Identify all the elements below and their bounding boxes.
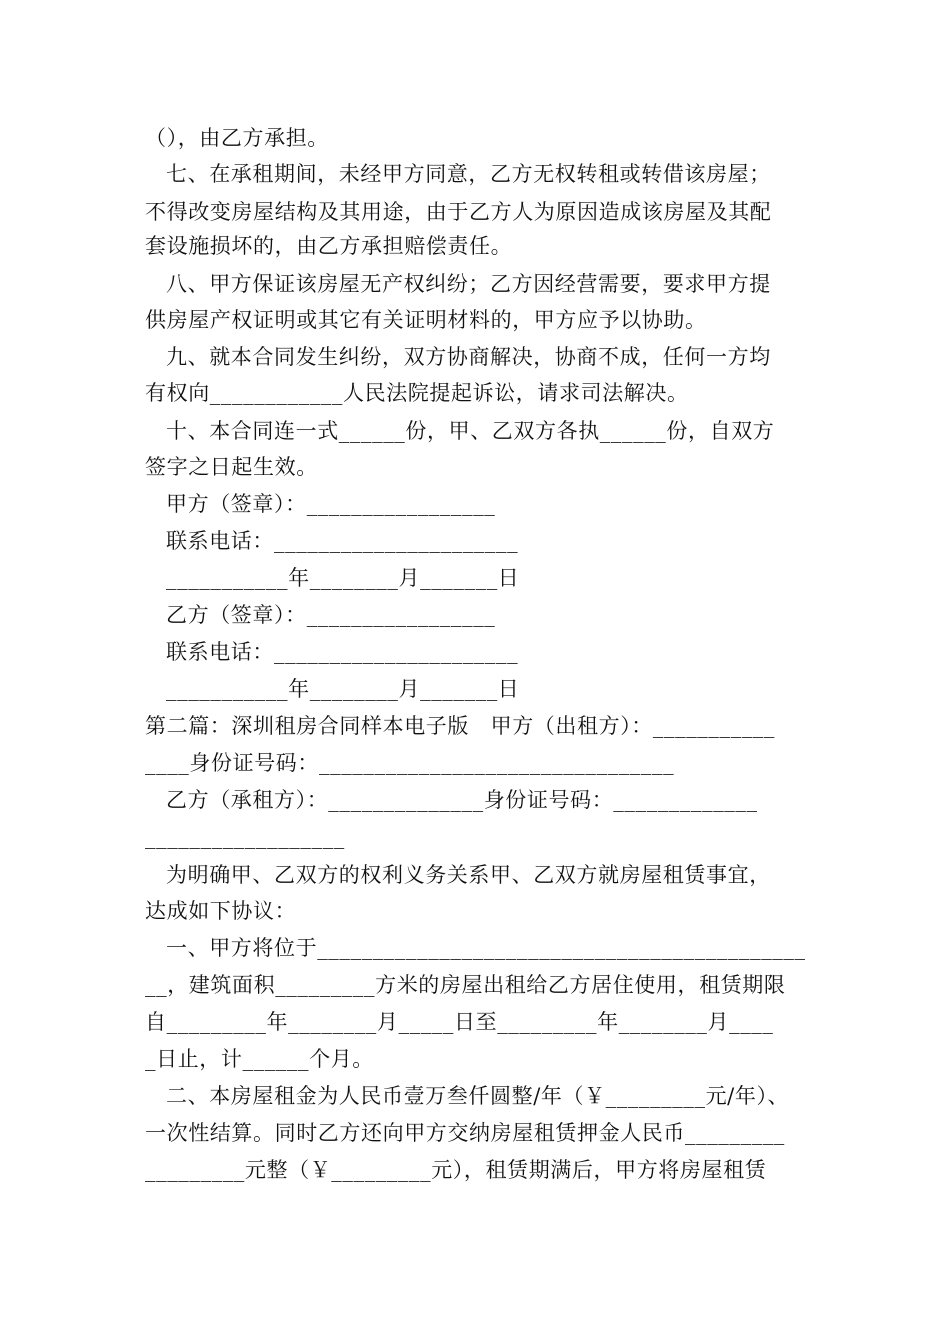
text-line: 有权向____________人民法院提起诉讼，请求司法解决。 [145, 381, 689, 405]
text-line: （），由乙方承担。 [145, 126, 329, 150]
text-line: 一次性结算。同时乙方还向甲方交纳房屋租赁押金人民币_________ [145, 1121, 785, 1145]
article-2: 二、本房屋租金为人民币壹万叁仟圆整/年（￥_________元/年）、 [166, 1084, 790, 1108]
clause-8: 八、甲方保证该房屋无产权纠纷；乙方因经营需要，要求甲方提 [166, 272, 771, 296]
preamble: 为明确甲、乙双方的权利义务关系甲、乙双方就房屋租赁事宜， [166, 863, 771, 887]
text-line: _________元整（￥_________元），租赁期满后，甲方将房屋租赁 [145, 1158, 767, 1182]
text-line: __________________ [145, 825, 345, 849]
text-line: 套设施损坏的，由乙方承担赔偿责任。 [145, 234, 513, 258]
text-line: 自_________年________月_____日至_________年________月____ [145, 1010, 774, 1034]
party-b-phone: 联系电话：______________________ [166, 640, 519, 664]
clause-7: 七、在承租期间，未经甲方同意，乙方无权转租或转借该房屋； [166, 162, 771, 186]
lessee-line: 乙方（承租方）：______________身份证号码：_____________ [166, 788, 758, 812]
party-b-signature: 乙方（签章）：_________________ [166, 603, 496, 627]
party-b-date: ___________年________月_______日 [166, 677, 520, 701]
party-a-date: ___________年________月_______日 [166, 566, 520, 590]
text-line: 不得改变房屋结构及其用途，由于乙方人为原因造成该房屋及其配 [145, 200, 772, 224]
article-1: 一、甲方将位于____________________________________________ [166, 936, 806, 960]
clause-10: 十、本合同连一式______份，甲、乙双方各执______份，自双方 [166, 419, 775, 443]
party-a-phone: 联系电话：______________________ [166, 529, 519, 553]
clause-9: 九、就本合同发生纠纷，双方协商解决，协商不成，任何一方均 [166, 345, 771, 369]
party-a-signature: 甲方（签章）：_________________ [166, 492, 496, 516]
text-line: ____身份证号码：________________________________ [145, 751, 675, 775]
text-line: _日止，计______个月。 [145, 1047, 374, 1071]
text-line: 签字之日起生效。 [145, 455, 318, 479]
text-line: 达成如下协议： [145, 899, 297, 923]
text-line: 供房屋产权证明或其它有关证明材料的，甲方应予以协助。 [145, 308, 707, 332]
second-part-heading: 第二篇：深圳租房合同样本电子版 甲方（出租方）：___________ [145, 714, 775, 738]
text-line: __，建筑面积_________方米的房屋出租给乙方居住使用，租赁期限 [145, 973, 786, 997]
